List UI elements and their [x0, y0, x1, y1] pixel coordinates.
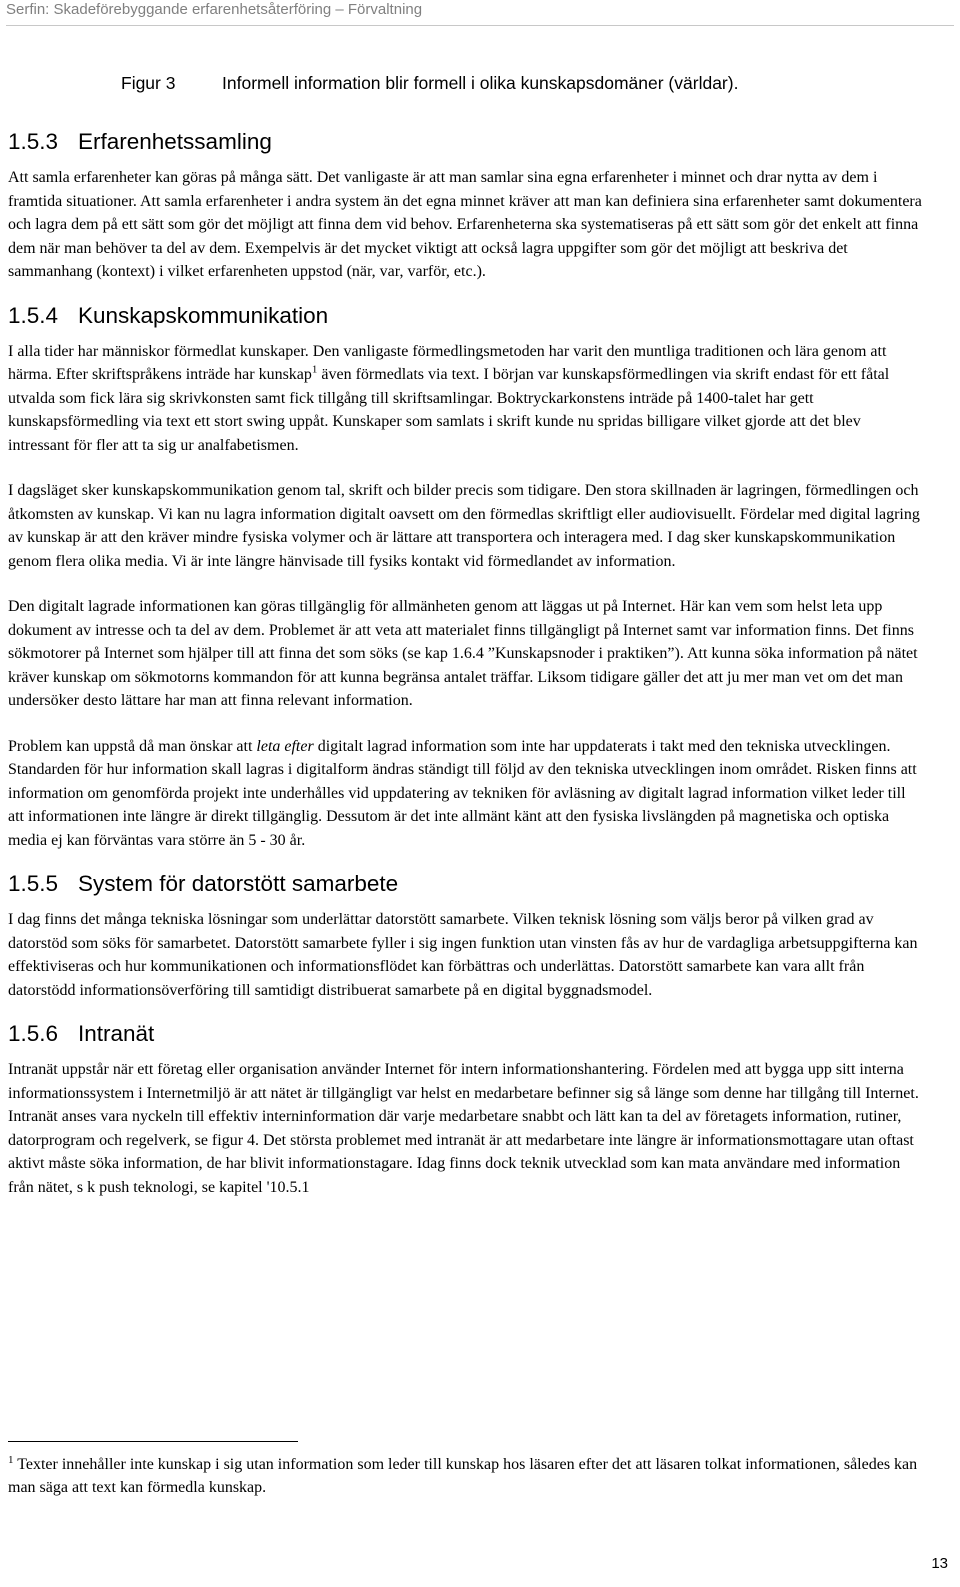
- figure-caption-text: Informell information blir formell i olika kunskapsdomäner (världar).: [222, 73, 739, 93]
- paragraph: I dagsläget sker kunskapskommunikation genom tal, skrift och bilder precis som tidigare. Den stora skillnaden är lagringen, förmedlingen och åtkomsten av kunskap. Vi kan nu lagra information digitalt oavsett om den förmedlas skriftligt eller audiovisuellt. Fördelar med digital lagring av kunskap är att den kräver mindre fysiska volymer och är lättare att transportera och interagera med. I dag sker kunskapskommunikation genom flera olika media. Vi är inte längre hänvisade till fysiks kontakt vid förmedlandet av information.: [8, 482, 920, 570]
- footnote-marker: 1: [8, 1454, 14, 1466]
- footnote: [8, 1453, 918, 1499]
- paragraph: [8, 735, 923, 853]
- paragraph-text: I alla tider har människor förmedlat kunskaper. Den vanligaste förmedlingsmetoden har varit den muntliga traditionen och lära genom att härma. Efter skriftspråkens inträde har kunskap: [8, 342, 887, 383]
- paragraph: Den digitalt lagrade informationen kan göras tillgänglig för allmänheten genom att läggas ut på Internet. Här kan vem som helst leta upp dokument av intresse och ta del av dem. Problemet är att veta att materialet finns tillgängligt på Internet samt var information finns. Det finns sökmotorer på Internet som hjälper till att finna det som söks (se kap 1.6.4 ”Kunskapsnoder i praktiken”). Att kunna söka information på nätet kräver kunskap om sökmotorns kommandon för att kunna begränsa antalet träffar. Liksom tidigare gäller det att ju mer man vet om det man undersöker desto lättare har man att finna relevant information.: [8, 598, 918, 709]
- section-heading-kunskapskommunikation: [8, 302, 923, 330]
- section-title: System för datorstött samarbete: [78, 871, 399, 896]
- paragraph: I dag finns det många tekniska lösningar som underlättar datorstött samarbete. Vilken teknisk lösning som väljs beror på vilken grad av datorstöd som söks för samarbetet. Datorstött samarbete fyller i sig ingen funktion utan vinsten fås av hur de vardagliga arbetsuppgifterna kan effektiviseras och hur kommunikationen och informationsflödet kan förbättras och underlättas. Datorstött samarbete kan vara allt från datorstödd informationsöverföring till samtidigt distribuerat samarbete på en digital byggnadsmodel.: [8, 911, 918, 999]
- paragraph: Intranät uppstår när ett företag eller organisation använder Internet för intern informationshantering. Fördelen med att bygga upp sitt interna informationssystem i Internetmiljö är att nätet är tillgängligt var helst en medarbetare befinner sig så länge som denne har tillgång till Internet. Intranät anses vara nyckeln till effektiv interninformation där varje medarbetare snabbt och lätt kan ta del av företagets information, rutiner, datorprogram och regelverk, se figur 4. Det största problemet med intranät är att medarbetare inte längre är informationsmottagare utan oftast aktivt måste söka information, de har blivit informationstagare. Idag finns dock teknik utvecklad som kan mata användare med information från nätet, s k push teknologi, se kapitel '10.5.1: [8, 1061, 919, 1196]
- section-title: Kunskapskommunikation: [78, 302, 329, 328]
- paragraph: [8, 340, 923, 458]
- paragraph-text: digitalt lagrad information som inte har uppdaterats i takt med den tekniska utvecklingen. Standarden för hur information skall lagras i digitalform ändras ständigt till följd av den tekniska utvecklingen inom området. Risken finns att information om genomförda projekt inte underhålles vid uppdatering av tekniken för avläsning av digitalt lagrad information vilket leder till att informationen inte längre är direkt tillgänglig. Dessutom är det inte allmänt känt att den fysiska livslängden på magnetiska och optiska media ej kan förväntas vara större än 5 - 30 år.: [8, 737, 917, 849]
- footnote-reference[interactable]: 1: [311, 363, 318, 376]
- paragraph-text: Problem kan uppstå då man önskar att: [8, 737, 257, 755]
- running-header: Serfin: Skadeförebyggande erfarenhetsåterföring – Förvaltning: [6, 0, 954, 26]
- page-number: 13: [931, 1555, 948, 1572]
- paragraph: Att samla erfarenheter kan göras på många sätt. Det vanligaste är att man samlar sina egna erfarenheter i minnet och drar nytta av dem i framtida situationer. Att samla erfarenheter i andra system än det egna minnet kräver att man kan definiera sina erfarenheter samt dokumentera och lagra dem på ett sätt som gör det möjligt att finna dem vid behov. Erfarenheterna ska systematiseras på ett sätt som gör det enkelt att finna dem när man behöver ta del av dem. Exempelvis är det mycket viktigt att också lagra uppgifter som gör det möjligt att beskriva det sammanhang (kontext) i vilket erfarenheten uppstod (när, var, varför, etc.).: [8, 169, 922, 280]
- figure-label: Figur 3: [121, 73, 176, 93]
- emphasized-text: leta efter: [256, 737, 314, 755]
- section-number: 1.5.4: [8, 302, 59, 328]
- body-content: [8, 128, 923, 1221]
- section-heading-datorstott-samarbete: [8, 870, 923, 898]
- paragraph-text: även förmedlats via text. I början var kunskapsförmedlingen via skrift endast för ett fåtal utvalda som fick lära sig skrivkonsten samt fick tillgång till skriftsamlingar. Boktryckarkonstens inträde på 1400-talet har gett kunskapsförmedling via text ett stort swing uppåt. Kunskaper som samlats i skrift kunde nu spridas billigare vilket gjorde att det blev intressant för fler att ta sig ur analfabetismen.: [8, 366, 890, 454]
- figure-caption: [121, 72, 738, 94]
- section-heading-erfarenhetssamling: [8, 128, 923, 156]
- section-heading-intranat: [8, 1020, 923, 1048]
- footnote-divider: [8, 1441, 298, 1442]
- section-title: Intranät: [78, 1021, 155, 1046]
- section-number: 1.5.6: [8, 1021, 59, 1046]
- section-number: 1.5.3: [8, 129, 59, 154]
- footnote-text: Texter innehåller inte kunskap i sig utan information som leder till kunskap hos läsaren efter det att läsaren tolkat informationen, således kan man säga att text kan förmedla kunskap.: [8, 1456, 918, 1496]
- section-title: Erfarenhetssamling: [78, 129, 272, 154]
- section-number: 1.5.5: [8, 871, 59, 896]
